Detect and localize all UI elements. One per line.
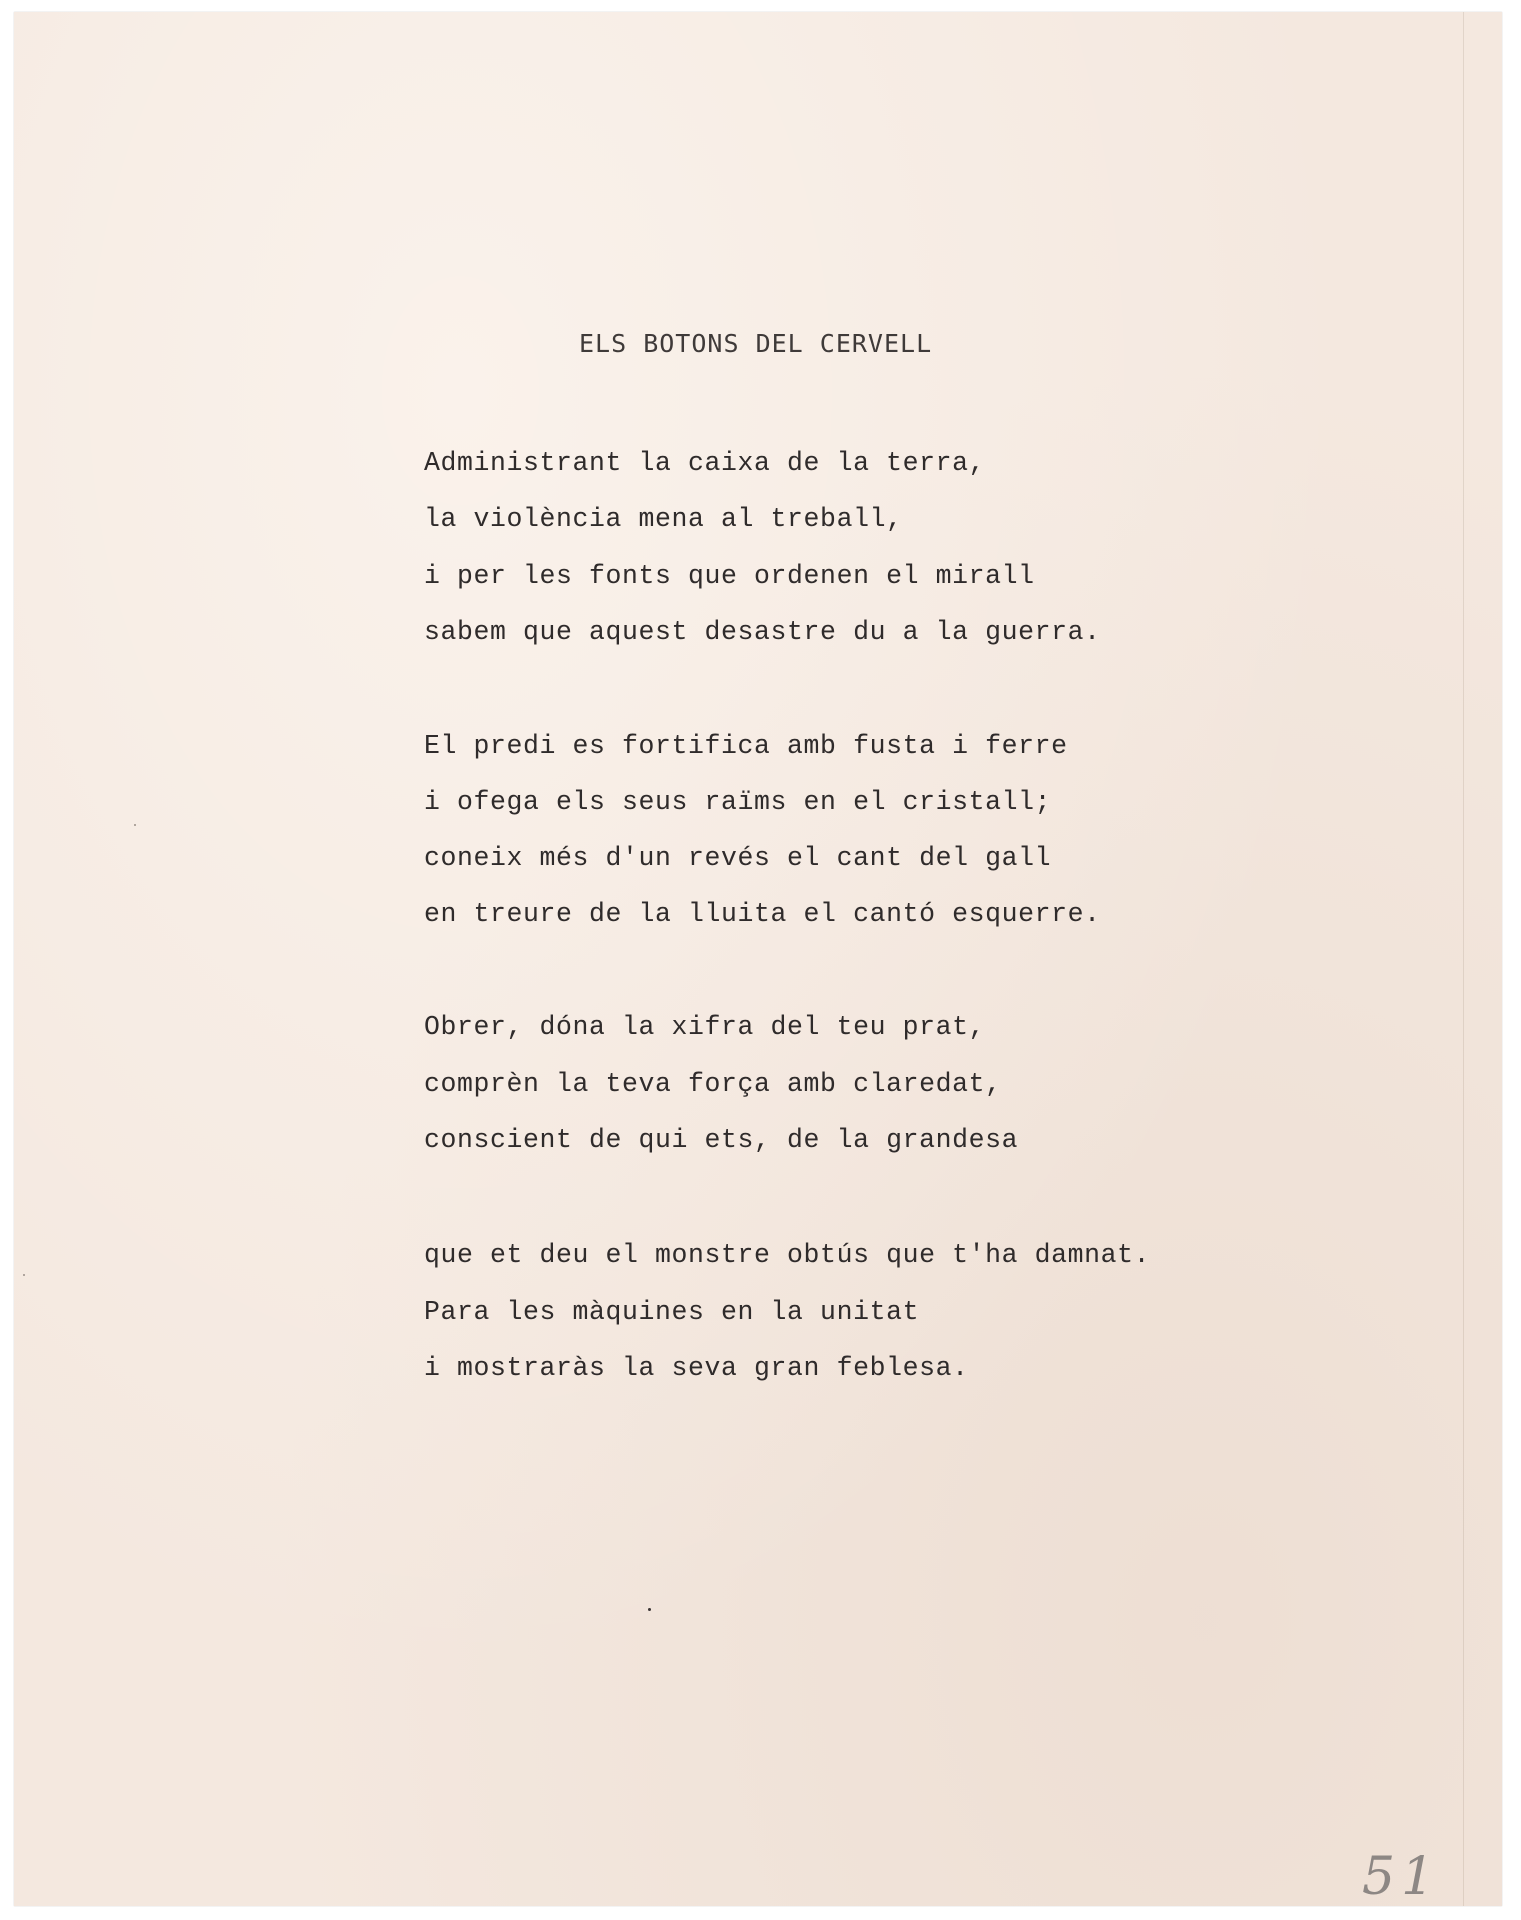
- typewritten-page: [14, 12, 1502, 1906]
- poem-line: i ofega els seus raïms en el cristall;: [424, 787, 1052, 817]
- poem-line: Administrant la caixa de la terra,: [424, 448, 986, 478]
- ink-speck: [134, 824, 136, 826]
- page-crease: [1463, 12, 1464, 1906]
- poem-line: conscient de qui ets, de la grandesa: [424, 1125, 1019, 1155]
- poem-line: sabem que aquest desastre du a la guerra.: [424, 617, 1101, 647]
- poem-line: coneix més d'un revés el cant del gall: [424, 843, 1052, 873]
- poem-line: la violència mena al treball,: [424, 504, 903, 534]
- ink-speck: [23, 1274, 25, 1276]
- poem-line: Para les màquines en la unitat: [424, 1297, 920, 1327]
- poem-title: ELS BOTONS DEL CERVELL: [579, 329, 933, 358]
- ink-speck: [648, 1608, 651, 1611]
- poem-line: en treure de la lluita el cantó esquerre.: [424, 899, 1101, 929]
- handwritten-page-number: 51: [1362, 1847, 1441, 1906]
- poem-line: i per les fonts que ordenen el mirall: [424, 561, 1035, 591]
- poem-line: que et deu el monstre obtús que t'ha damnat.: [424, 1240, 1151, 1270]
- poem-line: comprèn la teva força amb claredat,: [424, 1069, 1002, 1099]
- poem-line: Obrer, dóna la xifra del teu prat,: [424, 1012, 986, 1042]
- poem-line: El predi es fortifica amb fusta i ferre: [424, 731, 1068, 761]
- poem-line: i mostraràs la seva gran feblesa.: [424, 1353, 969, 1383]
